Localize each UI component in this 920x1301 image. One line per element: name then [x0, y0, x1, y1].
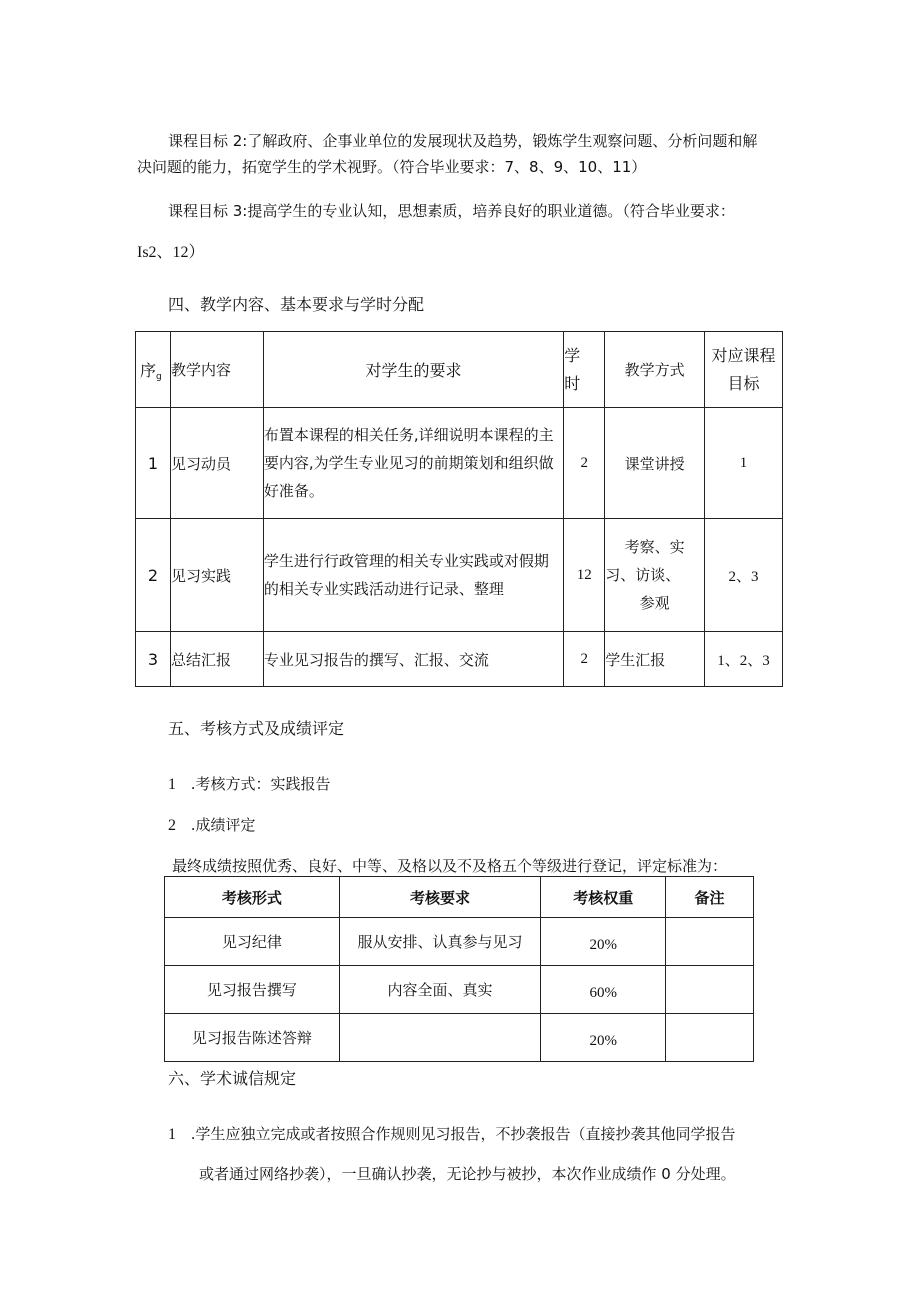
assess-row1-requirement: 服从安排、认真参与见习	[339, 918, 541, 966]
assess-row3-requirement	[339, 1014, 541, 1062]
integrity-item1-num: 1	[168, 1126, 176, 1143]
table-row	[165, 966, 754, 1014]
assess-item1	[168, 773, 331, 794]
row2-hours: 12	[564, 519, 605, 632]
assess-header-row	[165, 877, 754, 918]
assess-item1-num: 1	[168, 776, 176, 793]
row3-hours: 2	[564, 632, 605, 687]
table-row	[165, 1014, 754, 1062]
goal2-line2: 决问题的能力，拓宽学生的学术视野。（符合毕业要求：7、8、9、10、11）	[137, 158, 647, 176]
row2-req-line2: 的相关专业实践活动进行记录、整理	[263, 580, 504, 598]
assessment-table	[164, 876, 754, 1062]
row3-method: 学生汇报	[605, 632, 705, 687]
row1-content: 见习动员	[170, 408, 263, 519]
row1-hours: 2	[564, 408, 605, 519]
header-target-line2: 目标	[727, 373, 760, 393]
goal3-line2: Is2、12）	[137, 244, 205, 261]
row2-method-line1: 考察、实	[624, 538, 685, 556]
table-row	[136, 519, 783, 632]
assess-header-form: 考核形式	[165, 877, 340, 918]
row2-seq: 2	[136, 519, 171, 632]
header-target-line1: 对应课程	[711, 345, 776, 365]
goal3-line1: 课程目标 3:提高学生的专业认知，思想素质，培养良好的职业道德。（符合毕业要求：	[168, 202, 735, 220]
assess-row3-form: 见习报告陈述答辩	[165, 1014, 340, 1062]
header-seq-suffix: g	[156, 371, 162, 382]
header-content: 教学内容	[170, 332, 263, 408]
assess-item2-text: .成绩评定	[190, 816, 256, 834]
row1-method: 课堂讲授	[605, 408, 705, 519]
row1-target: 1	[705, 408, 783, 519]
header-hours-line2: 时	[564, 373, 581, 393]
teaching-content-table	[135, 331, 783, 687]
integrity-item1-line2: 或者通过网络抄袭），一旦确认抄袭，无论抄与被抄，本次作业成绩作 0 分处理。	[199, 1165, 736, 1183]
assess-header-requirement: 考核要求	[339, 877, 541, 918]
assess-row2-weight: 60%	[541, 966, 666, 1014]
row1-req-line1: 布置本课程的相关任务,详细说明本课程的主	[263, 426, 554, 444]
row3-seq: 3	[136, 632, 171, 687]
header-hours-line1: 学	[564, 345, 581, 365]
row2-requirement	[263, 519, 563, 632]
row2-method-line2: 习、访谈、	[605, 566, 681, 584]
row1-requirement	[263, 408, 563, 519]
row1-seq: 1	[136, 408, 171, 519]
row2-method-line3: 参观	[639, 594, 670, 612]
table-row	[136, 408, 783, 519]
header-target	[705, 332, 783, 408]
assess-item1-text: .考核方式：实践报告	[190, 775, 331, 793]
assess-header-weight: 考核权重	[541, 877, 666, 918]
row2-method	[605, 519, 705, 632]
assess-header-note: 备注	[666, 877, 754, 918]
table-row	[165, 918, 754, 966]
integrity-item1-text: .学生应独立完成或者按照合作规则见习报告，不抄袭报告（直接抄袭其他同学报告	[190, 1125, 736, 1143]
assess-item2	[168, 814, 256, 835]
row2-target: 2、3	[705, 519, 783, 632]
table-header-row	[136, 332, 783, 408]
header-method: 教学方式	[605, 332, 705, 408]
section4-title: 四、教学内容、基本要求与学时分配	[168, 295, 425, 314]
header-seq: 序g	[136, 332, 171, 408]
row3-target: 1、2、3	[705, 632, 783, 687]
row3-requirement: 专业见习报告的撰写、汇报、交流	[263, 632, 563, 687]
assess-row2-requirement: 内容全面、真实	[339, 966, 541, 1014]
grading-intro: 最终成绩按照优秀、良好、中等、及格以及不及格五个等级进行登记，评定标准为：	[172, 857, 728, 875]
table-row	[136, 632, 783, 687]
assess-item2-num: 2	[168, 817, 176, 834]
section5-title: 五、考核方式及成绩评定	[168, 719, 345, 738]
assess-row1-weight: 20%	[541, 918, 666, 966]
goal2-line1: 课程目标 2:了解政府、企事业单位的发展现状及趋势，锻炼学生观察问题、分析问题和解	[168, 132, 758, 150]
assess-row3-weight: 20%	[541, 1014, 666, 1062]
assess-row2-form: 见习报告撰写	[165, 966, 340, 1014]
section6-title: 六、学术诚信规定	[168, 1069, 297, 1088]
row1-req-line3: 好准备。	[263, 482, 324, 500]
assess-row3-note	[666, 1014, 754, 1062]
row1-req-line2: 要内容,为学生专业见习的前期策划和组织做	[263, 454, 554, 472]
row2-content: 见习实践	[170, 519, 263, 632]
assess-row1-form: 见习纪律	[165, 918, 340, 966]
assess-row2-note	[666, 966, 754, 1014]
assess-row1-note	[666, 918, 754, 966]
header-requirement: 对学生的要求	[263, 332, 563, 408]
integrity-item1-line1	[168, 1123, 736, 1144]
row2-req-line1: 学生进行行政管理的相关专业实践或对假期	[263, 552, 549, 570]
header-hours	[564, 332, 605, 408]
row3-content: 总结汇报	[170, 632, 263, 687]
